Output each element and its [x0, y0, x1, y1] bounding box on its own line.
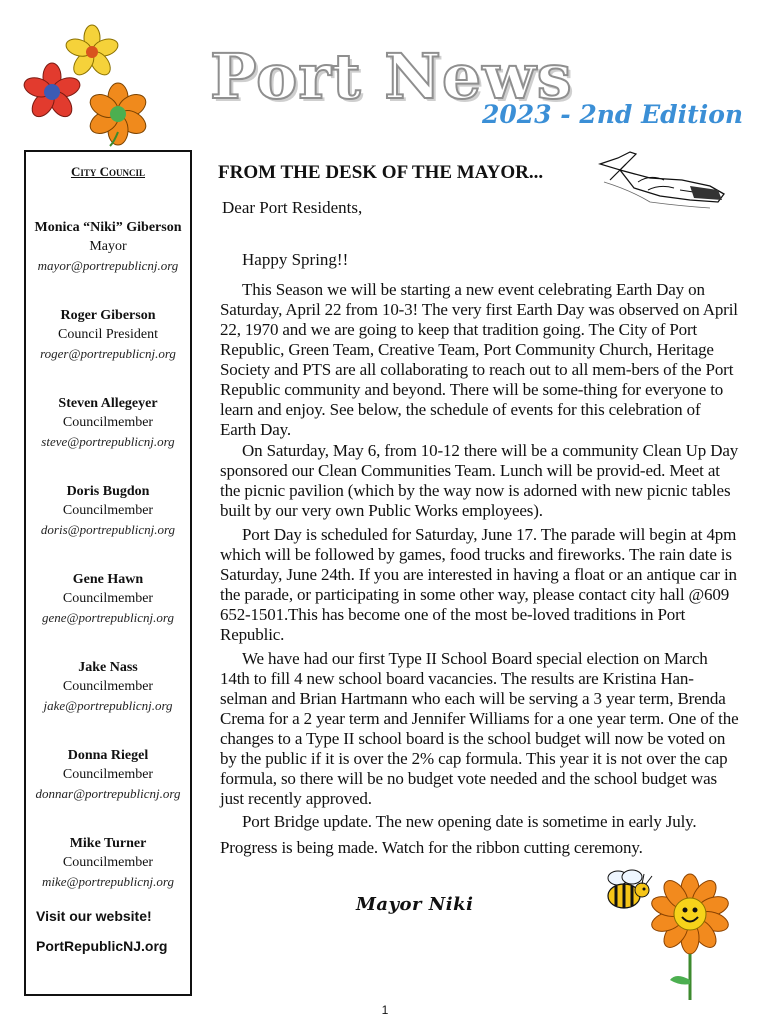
member-role: Councilmember — [62, 855, 154, 870]
council-list — [26, 218, 190, 922]
member-role: Council President — [58, 327, 158, 342]
flowers-icon — [22, 22, 162, 147]
paragraph-port-day: Port Day is scheduled for Saturday, June 17. The parade will begin at 4pm which will be followed by games, food trucks and fireworks. The rain date is Saturday, June 24th. If you are interested in having a float or an antique car in the parade, or participating in some other way, please contact city hall @609 652-1501.This has become one of the most be-loved traditions in Port Republic. — [220, 525, 737, 644]
greeting: Happy Spring!! — [242, 250, 349, 269]
salutation: Dear Port Residents, — [222, 198, 363, 217]
member-email[interactable]: roger@portrepublicnj.org — [40, 346, 176, 361]
member-name: Monica “Niki” Giberson — [34, 220, 182, 235]
member-email[interactable]: jake@portrepublicnj.org — [43, 698, 173, 713]
member-name: Mike Turner — [69, 836, 147, 851]
paragraph-school-board: We have had our first Type II School Board special election on March 14th to fill 4 new school board vacancies. The results are Kristina Han-selman and Brian Hartmann who each will be serving a 3 year term, Brenda Crema for a 2 year term and Jennifer Williams for a one year term. One of the changes to a Type II school board is the school budget will now be voted on by the public if it is over the 2% cap formula. This year it is not over the cap formula, so there will be no budget vote needed and the school budget was just recently approved. — [220, 649, 739, 808]
member-role: Councilmember — [62, 767, 154, 782]
member-role: Councilmember — [62, 679, 154, 694]
council-member — [26, 482, 190, 539]
paragraph-clean-up-day: On Saturday, May 6, from 10-12 there will be a community Clean Up Day sponsored our Clean Communities Team. Lunch will be provid-ed. Meet at the picnic pavilion (which by the way now is adorned with new picnic tables built by our very own Public Works employees). — [220, 441, 739, 520]
member-name: Steven Allegeyer — [58, 396, 158, 411]
council-member — [26, 394, 190, 451]
member-email[interactable]: doris@portrepublicnj.org — [40, 522, 176, 537]
website-label: Visit our website! — [36, 908, 152, 924]
council-member — [26, 306, 190, 363]
member-name: Roger Giberson — [60, 308, 156, 323]
member-name: Jake Nass — [78, 660, 138, 675]
city-council-sidebar — [24, 150, 192, 996]
member-name: Donna Riegel — [67, 748, 149, 763]
mayor-desk-headline: FROM THE DESK OF THE MAYOR... — [218, 162, 544, 183]
website-link[interactable]: PortRepublicNJ.org — [36, 938, 168, 954]
member-name: Doris Bugdon — [66, 484, 150, 499]
council-member — [26, 218, 190, 275]
council-member — [26, 570, 190, 627]
member-email[interactable]: mayor@portrepublicnj.org — [37, 258, 179, 273]
masthead-title: Port News — [210, 40, 573, 113]
mayor-signature: Mayor Niki — [356, 894, 474, 915]
page-number: 1 — [381, 1003, 389, 1017]
edition-label: 2023 - 2nd Edition — [482, 100, 744, 129]
paragraph-bridge-update: Port Bridge update. The new opening date is sometime in early July. Progress is being made. Watch for the ribbon cutting ceremony. — [220, 812, 697, 857]
member-email[interactable]: gene@portrepublicnj.org — [42, 610, 174, 625]
member-name: Gene Hawn — [72, 572, 144, 587]
member-email[interactable]: steve@portrepublicnj.org — [41, 434, 175, 449]
sidebar-heading: City Council — [70, 164, 146, 179]
member-role: Mayor — [89, 239, 127, 254]
bee-and-smiling-flower-icon — [590, 862, 740, 1002]
member-role: Councilmember — [62, 503, 154, 518]
member-email[interactable]: mike@portrepublicnj.org — [42, 874, 174, 889]
member-role: Councilmember — [62, 415, 154, 430]
paragraph-earth-day: This Season we will be starting a new event celebrating Earth Day on Saturday, April 22 from 10-3! The very first Earth Day was observed on April 22, 1970 and we are going to keep that tradition going. The City of Port Republic, Green Team, Creative Team, Port Community Church, Heritage Society and PTS are all collaborating to reach out to all mem-bers of the Port Republic community and beyond. There will be some-thing for everyone to learn and enjoy. See below, the schedule of events for this celebration of Earth Day. — [220, 280, 738, 439]
council-member — [26, 746, 190, 803]
council-member — [26, 834, 190, 891]
council-member — [26, 658, 190, 715]
member-role: Councilmember — [62, 591, 154, 606]
member-email[interactable]: donnar@portrepublicnj.org — [35, 786, 181, 801]
quill-hand-icon — [590, 150, 730, 210]
